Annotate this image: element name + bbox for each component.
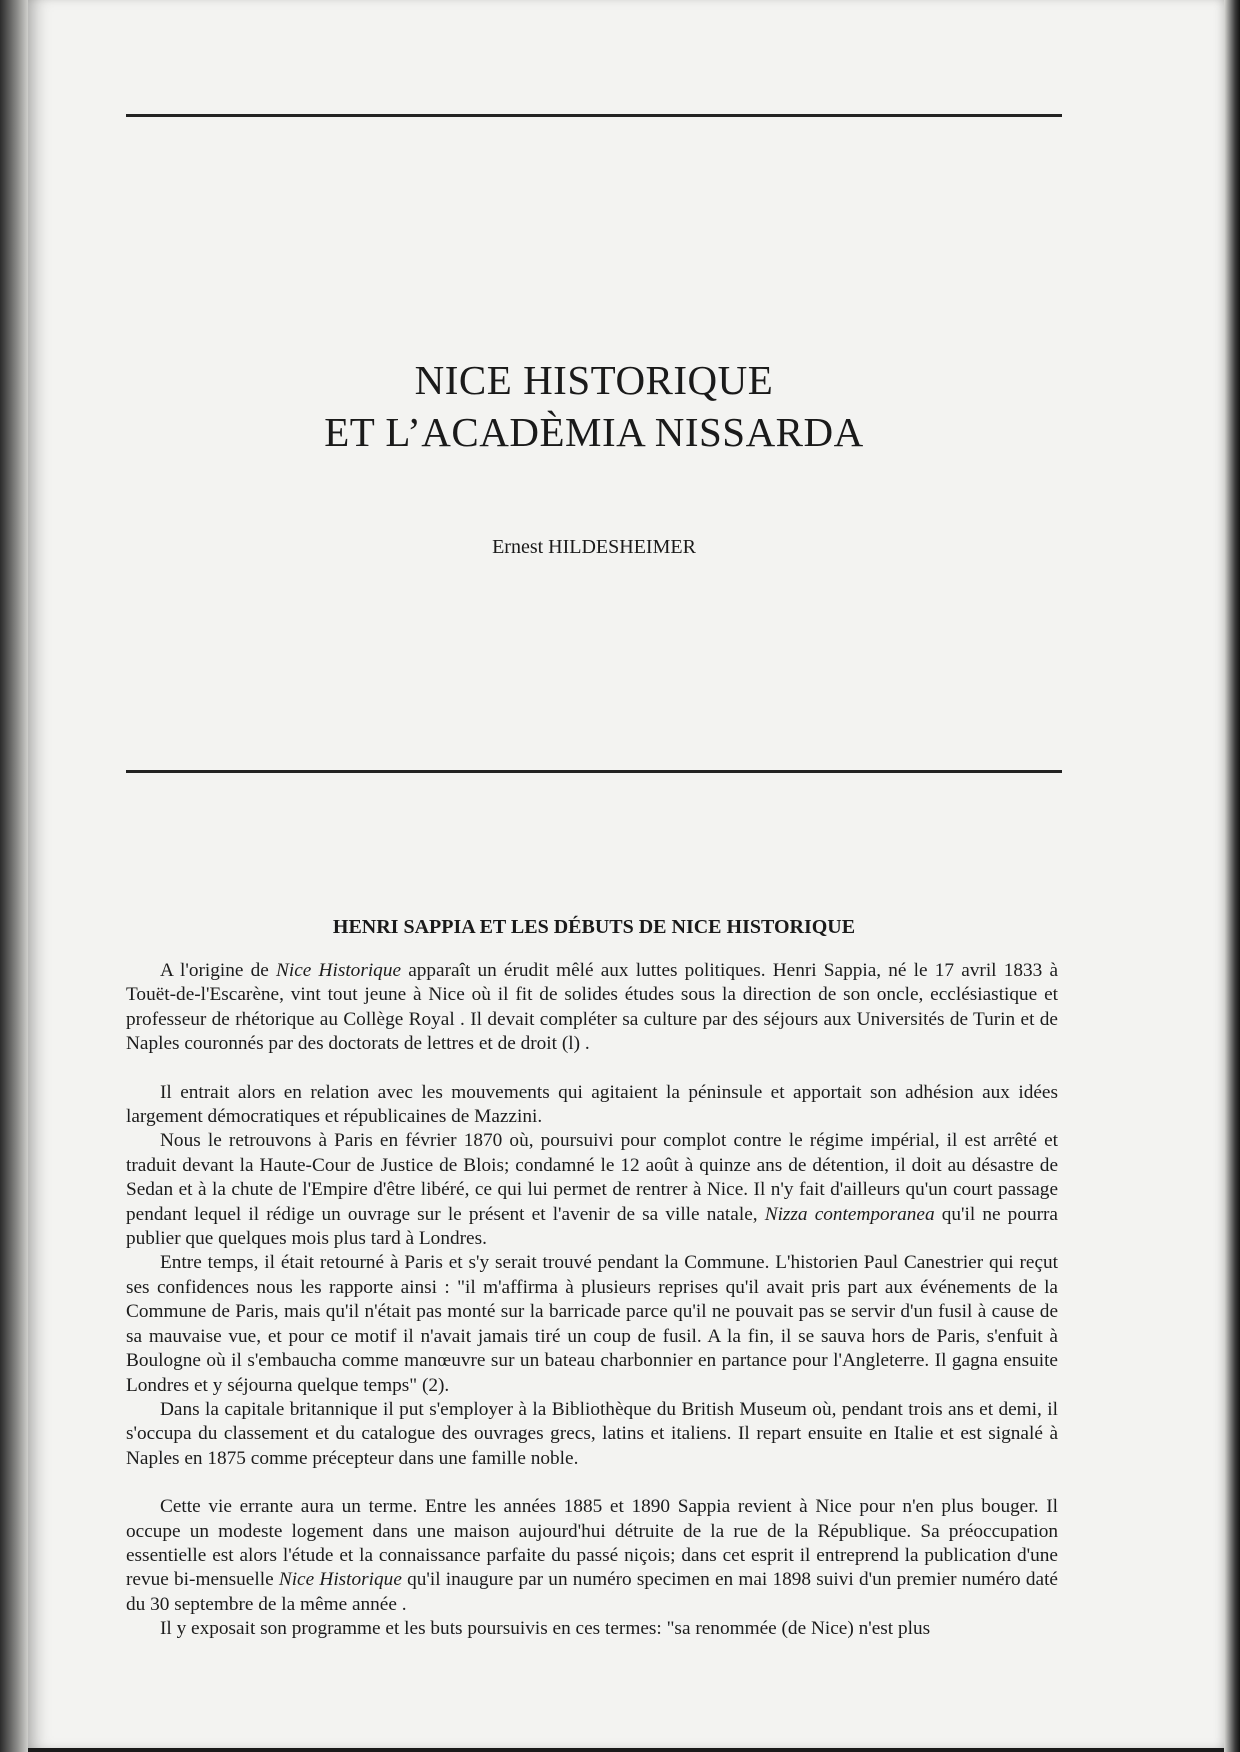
italic-title: Nice Historique: [278, 1569, 402, 1591]
section-heading: HENRI SAPPIA ET LES DÉBUTS DE NICE HISTORIQUE: [332, 916, 856, 938]
book-spine-shadow: [0, 0, 28, 1752]
title-line-1: NICE HISTORIQUE: [414, 357, 774, 403]
paragraph-p3: [126, 1129, 1058, 1251]
paragraph-text: apparaît un érudit mêlé aux luttes politiques. Henri Sappia, né le 17 avril 1833 à Touët-de-l'Escarène, vint tout jeune à Nice où il fit de solides études sous la direction de son oncle, ecclésiastique et professeur de rhétorique au Collège Royal . Il devait compléter sa culture par des séjours aux Universités de Turin et de Naples couronnés par des doctorats de lettres et de droit (l) .: [126, 960, 1058, 1055]
paragraph-text: Il y exposait son programme et les buts poursuivis en ces termes: "sa renommée (de Nice) n'est plus: [160, 1618, 931, 1640]
paragraph-text: qu'il ne pourra publier que quelques mois plus tard à Londres.: [126, 1203, 1058, 1250]
italic-title: Nice Historique: [276, 960, 402, 981]
paragraph-text: Dans la capitale britannique il put s'employer à la Bibliothèque du British Museum où, pendant trois ans et demi, il s'occupa du classement et du catalogue des ouvrages grecs, latins et italiens. Il repart ensuite en Italie et est signalé à Naples en 1875 comme précepteur dans une famille noble.: [126, 1398, 1058, 1469]
paragraph-p5: [126, 1398, 1058, 1471]
paragraph-p6: [126, 1495, 1058, 1617]
article-title: [126, 354, 1062, 458]
paragraph-text: Il entrait alors en relation avec les mouvements qui agitaient la péninsule et apportait son adhésion aux idées largement démocratiques et républicaines de Mazzini.: [126, 1081, 1058, 1128]
paragraph-p4: [126, 1251, 1058, 1397]
top-rule: [126, 114, 1062, 117]
paragraph-p1: [126, 959, 1058, 1057]
paragraph-text: Entre temps, il était retourné à Paris et s'y serait trouvé pendant la Commune. L'historien Paul Canestrier qui reçut ses confidences nous les rapporte ainsi : "il m'affirma à plusieurs reprises qu'il avait pris part aux événements de la Commune de Paris, mais qu'il n'était pas monté sur la barricade parce qu'il ne pouvait pas se servir d'un fusil à cause de sa mauvaise vue, et pour ce motif il n'avait jamais tiré un coup de fusil. A la fin, il se sauva hors de Paris, s'enfuit à Boulogne où il s'embaucha comme manœuvre sur un bateau charbonnier en partance pour l'Angleterre. Il gagna ensuite Londres et y séjourna quelque temps" (2).: [126, 1252, 1058, 1396]
paragraph-text: Cette vie errante aura un terme. Entre les années 1885 et 1890 Sappia revient à Nice pour n'en plus bouger. Il occupe un modeste logement dans une maison aujourd'hui détruite de la rue de la République. Sa préoccupation essentielle est alors l'étude et la connaissance parfaite du passé niçois; dans cet esprit il entreprend la publication d'une revue bi-mensuelle: [126, 1496, 1058, 1591]
italic-title: Nizza contemporanea: [764, 1203, 935, 1225]
author-name: Ernest HILDESHEIMER: [492, 536, 696, 558]
title-line-2: ET L’ACADÈMIA NISSARDA: [324, 409, 864, 455]
paragraph-text: Nous le retrouvons à Paris en février 1870 où, poursuivi pour complot contre le régime impérial, il est arrêté et traduit devant la Haute-Cour de Justice de Blois; condamné le 12 août à quinze ans de détention, il doit au désastre de Sedan et à la chute de l'Empire d'être libéré, ce qui lui permet de rentrer à Nice. Il n'y fait d'ailleurs qu'un court passage pendant lequel il rédige un ouvrage sur le présent et l'avenir de sa ville natale,: [126, 1130, 1058, 1225]
page-edge: [1224, 0, 1240, 1752]
article-body: [126, 959, 1058, 1642]
paragraph-text: A l'origine de: [160, 960, 277, 981]
paragraph-text: qu'il inaugure par un numéro specimen en mai 1898 suivi d'un premier numéro daté du 30 septembre de la même année .: [126, 1569, 1058, 1615]
paragraph-p2: [126, 1081, 1058, 1130]
paragraph-p7: [126, 1617, 1058, 1641]
bottom-rule: [126, 770, 1062, 773]
